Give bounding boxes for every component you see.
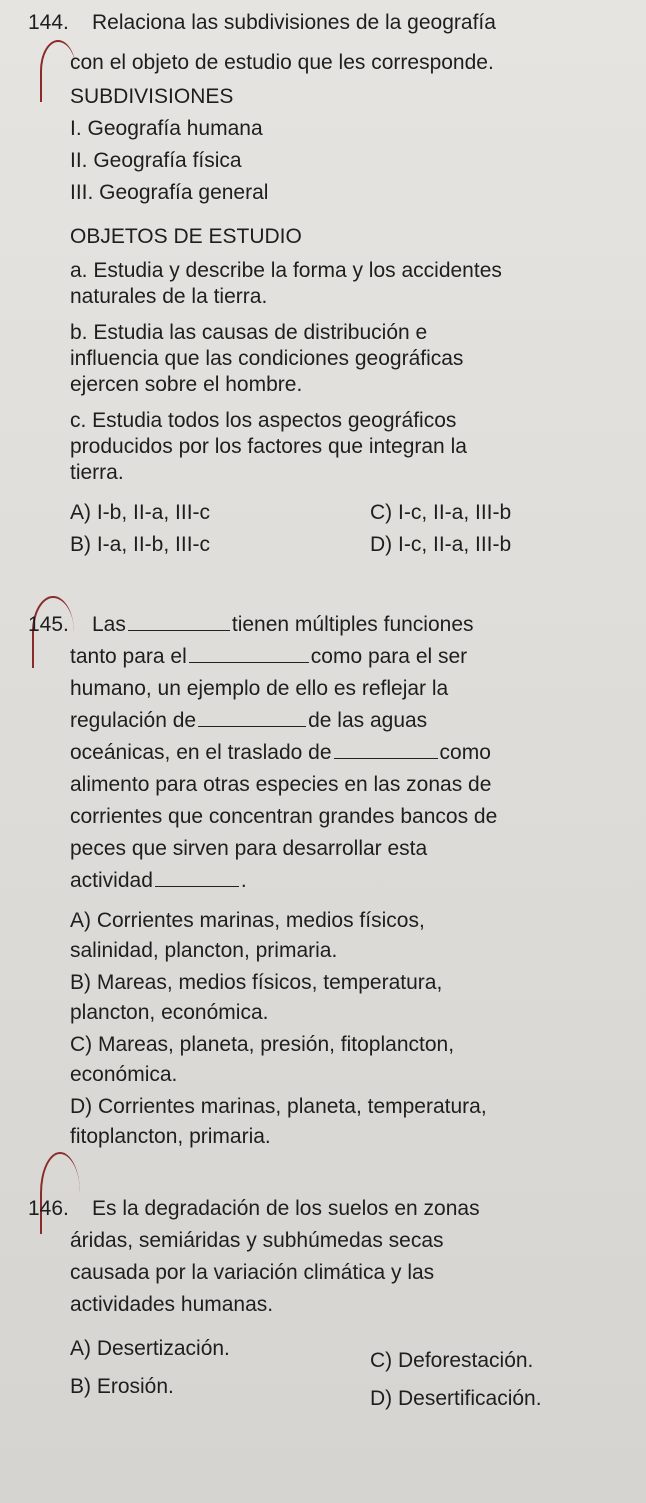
answer-blank[interactable] xyxy=(334,758,438,759)
subdivision-item: I. Geografía humana xyxy=(70,117,263,140)
objeto-line: naturales de la tierra. xyxy=(70,285,268,308)
objeto-line: a. Estudia y describe la forma y los accidentes xyxy=(70,259,502,282)
question-145 xyxy=(28,612,634,1150)
option-c[interactable]: C) Deforestación. xyxy=(370,1349,534,1372)
option-line: económica. xyxy=(70,1063,178,1086)
objeto-item xyxy=(70,408,634,486)
question-text: tanto para el xyxy=(70,645,187,668)
option-a[interactable] xyxy=(70,908,634,964)
answer-blank[interactable] xyxy=(128,630,230,631)
answer-blank[interactable] xyxy=(155,886,239,887)
option-line: D) Corrientes marinas, planeta, temperatura, xyxy=(70,1095,487,1118)
question-stem: Es la degradación de los suelos en zonas xyxy=(92,1197,480,1220)
objeto-line: b. Estudia las causas de distribución e xyxy=(70,321,428,344)
question-text: . xyxy=(240,869,247,892)
option-line: salinidad, plancton, primaria. xyxy=(70,939,338,962)
objeto-line: tierra. xyxy=(70,461,124,484)
objeto-line: ejercen sobre el hombre. xyxy=(70,373,303,396)
question-stem: con el objeto de estudio que les corresponde. xyxy=(70,51,494,74)
question-text: corrientes que concentran grandes bancos de xyxy=(70,805,498,828)
question-stem: Relaciona las subdivisiones de la geografía xyxy=(92,11,496,34)
subdivision-item: II. Geografía física xyxy=(70,149,242,172)
question-text: actividad xyxy=(70,869,153,892)
question-text: Las xyxy=(92,613,126,636)
objeto-line: c. Estudia todos los aspectos geográficos xyxy=(70,409,457,432)
objeto-line: producidos por los factores que integran la xyxy=(70,435,467,458)
option-line: B) Mareas, medios físicos, temperatura, xyxy=(70,971,443,994)
question-text: como xyxy=(439,741,491,764)
option-line: C) Mareas, planeta, presión, fitoplancton, xyxy=(70,1033,455,1056)
question-text: oceánicas, en el traslado de xyxy=(70,741,332,764)
question-text: peces que sirven para desarrollar esta xyxy=(70,837,428,860)
question-text: alimento para otras especies en las zonas de xyxy=(70,773,492,796)
option-b[interactable] xyxy=(70,970,634,1026)
option-d[interactable]: D) Desertificación. xyxy=(370,1387,542,1410)
option-d[interactable]: D) I-c, II-a, III-b xyxy=(370,533,512,556)
option-c[interactable]: C) I-c, II-a, III-b xyxy=(370,501,512,524)
objeto-item xyxy=(70,320,634,398)
section-heading: OBJETOS DE ESTUDIO xyxy=(70,225,302,248)
question-146 xyxy=(28,1196,634,1412)
question-text: humano, un ejemplo de ello es reflejar la xyxy=(70,677,449,700)
section-heading: SUBDIVISIONES xyxy=(70,85,234,108)
question-stem: causada por la variación climática y las xyxy=(70,1261,435,1284)
objeto-item xyxy=(70,258,634,310)
option-b[interactable]: B) Erosión. xyxy=(70,1375,174,1398)
option-line: plancton, económica. xyxy=(70,1001,269,1024)
question-text: tienen múltiples funciones xyxy=(231,613,474,636)
question-text: como para el ser xyxy=(310,645,468,668)
question-number: 146. xyxy=(28,1197,69,1220)
question-144 xyxy=(28,10,634,558)
question-stem: áridas, semiáridas y subhúmedas secas xyxy=(70,1229,444,1252)
option-b[interactable]: B) I-a, II-b, III-c xyxy=(70,533,211,556)
answer-blank[interactable] xyxy=(189,662,309,663)
subdivision-item: III. Geografía general xyxy=(70,181,269,204)
question-stem: actividades humanas. xyxy=(70,1293,274,1316)
question-number: 145. xyxy=(28,613,69,636)
question-text: de las aguas xyxy=(308,709,428,732)
question-number: 144. xyxy=(28,11,69,34)
option-line: A) Corrientes marinas, medios físicos, xyxy=(70,909,425,932)
option-a[interactable]: A) I-b, II-a, III-c xyxy=(70,501,211,524)
question-text: regulación de xyxy=(70,709,197,732)
answer-blank[interactable] xyxy=(198,726,306,727)
option-a[interactable]: A) Desertización. xyxy=(70,1337,230,1360)
option-line: fitoplancton, primaria. xyxy=(70,1125,271,1148)
option-d[interactable] xyxy=(70,1094,634,1150)
option-c[interactable] xyxy=(70,1032,634,1088)
objeto-line: influencia que las condiciones geográficas xyxy=(70,347,464,370)
